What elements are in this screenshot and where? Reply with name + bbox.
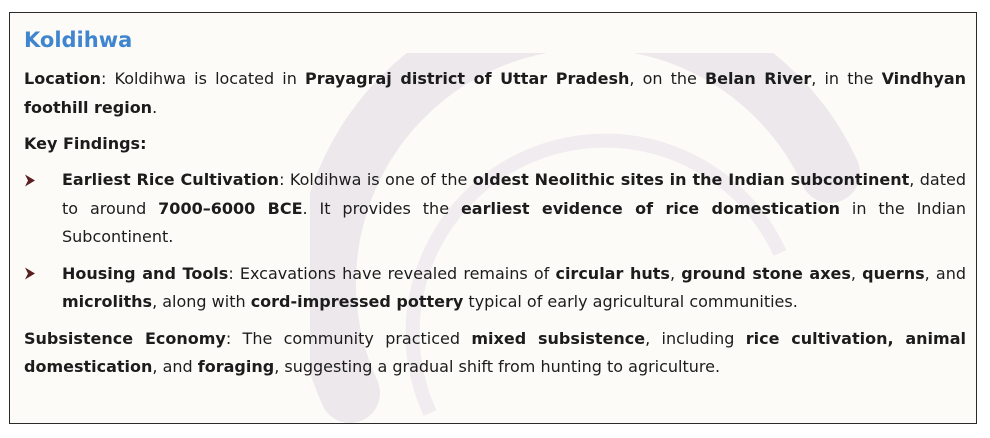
bullet-text-5: , along with — [152, 292, 251, 311]
bullet-text — [62, 260, 966, 317]
bullet-text-1: : Excavations have revealed remains of — [228, 263, 556, 283]
bullet-text-1: : Koldihwa is one of the — [279, 170, 473, 189]
key-findings-list — [24, 166, 966, 317]
subsistence-bold-3: foraging — [197, 357, 275, 376]
chevron-right-icon — [24, 166, 62, 194]
location-paragraph — [24, 65, 966, 122]
key-findings-heading: Key Findings: — [24, 134, 147, 153]
bullet-bold-1: circular huts — [555, 263, 670, 283]
location-text-1: : Koldihwa is located in — [100, 69, 305, 88]
bullet-text — [62, 166, 966, 252]
bullet-label: Earliest Rice Cultivation — [62, 170, 280, 189]
location-region: Vindhyan foothill region — [24, 69, 966, 117]
bullet-bold-5: cord-impressed pottery — [250, 292, 464, 311]
bullet-bold-1: oldest Neolithic sites in the Indian subcontinent — [472, 170, 910, 189]
subsistence-text-1: : The community practiced — [225, 328, 472, 348]
subsistence-text-3: , and — [152, 357, 198, 376]
subsistence-text-2: , including — [645, 328, 746, 348]
bullet-text-3: , — [850, 263, 863, 283]
chevron-right-icon — [24, 260, 62, 288]
bullet-text-3: . It provides the — [302, 198, 461, 218]
location-text-3: , in the — [811, 69, 882, 88]
location-text-2: , on the — [629, 69, 705, 88]
list-item — [24, 166, 966, 252]
bullet-bold-2: ground stone axes — [681, 263, 851, 283]
subsistence-label: Subsistence Economy — [24, 328, 226, 348]
location-label: Location — [24, 69, 101, 88]
location-district: Prayagraj district of Uttar Pradesh — [305, 69, 630, 88]
list-item — [24, 260, 966, 317]
subsistence-text-4: , suggesting a gradual shift from hunting to agriculture. — [274, 357, 721, 376]
bullet-text-2: , — [669, 263, 682, 283]
subsistence-bold-1: mixed subsistence — [471, 328, 646, 348]
page-title: Koldihwa — [24, 28, 133, 52]
bullet-label: Housing and Tools — [62, 263, 229, 283]
location-river: Belan River — [704, 69, 812, 88]
bullet-text-4: , and — [924, 263, 966, 283]
location-text-4: . — [152, 97, 158, 117]
bullet-bold-2: 7000–6000 BCE — [158, 198, 303, 218]
bullet-bold-3: earliest evidence of rice domestication — [460, 198, 840, 218]
bullet-text-4: in the Indian Subcontinent. — [62, 198, 966, 246]
subsistence-bold-2: rice cultivation, animal domestication — [24, 328, 966, 376]
info-card — [9, 12, 977, 424]
subsistence-paragraph — [24, 325, 966, 382]
bullet-bold-4: microliths — [62, 292, 153, 311]
bullet-bold-3: querns — [862, 263, 925, 283]
bullet-text-6: typical of early agricultural communities. — [463, 292, 798, 311]
bullet-text-2: , dated to around — [62, 170, 967, 218]
